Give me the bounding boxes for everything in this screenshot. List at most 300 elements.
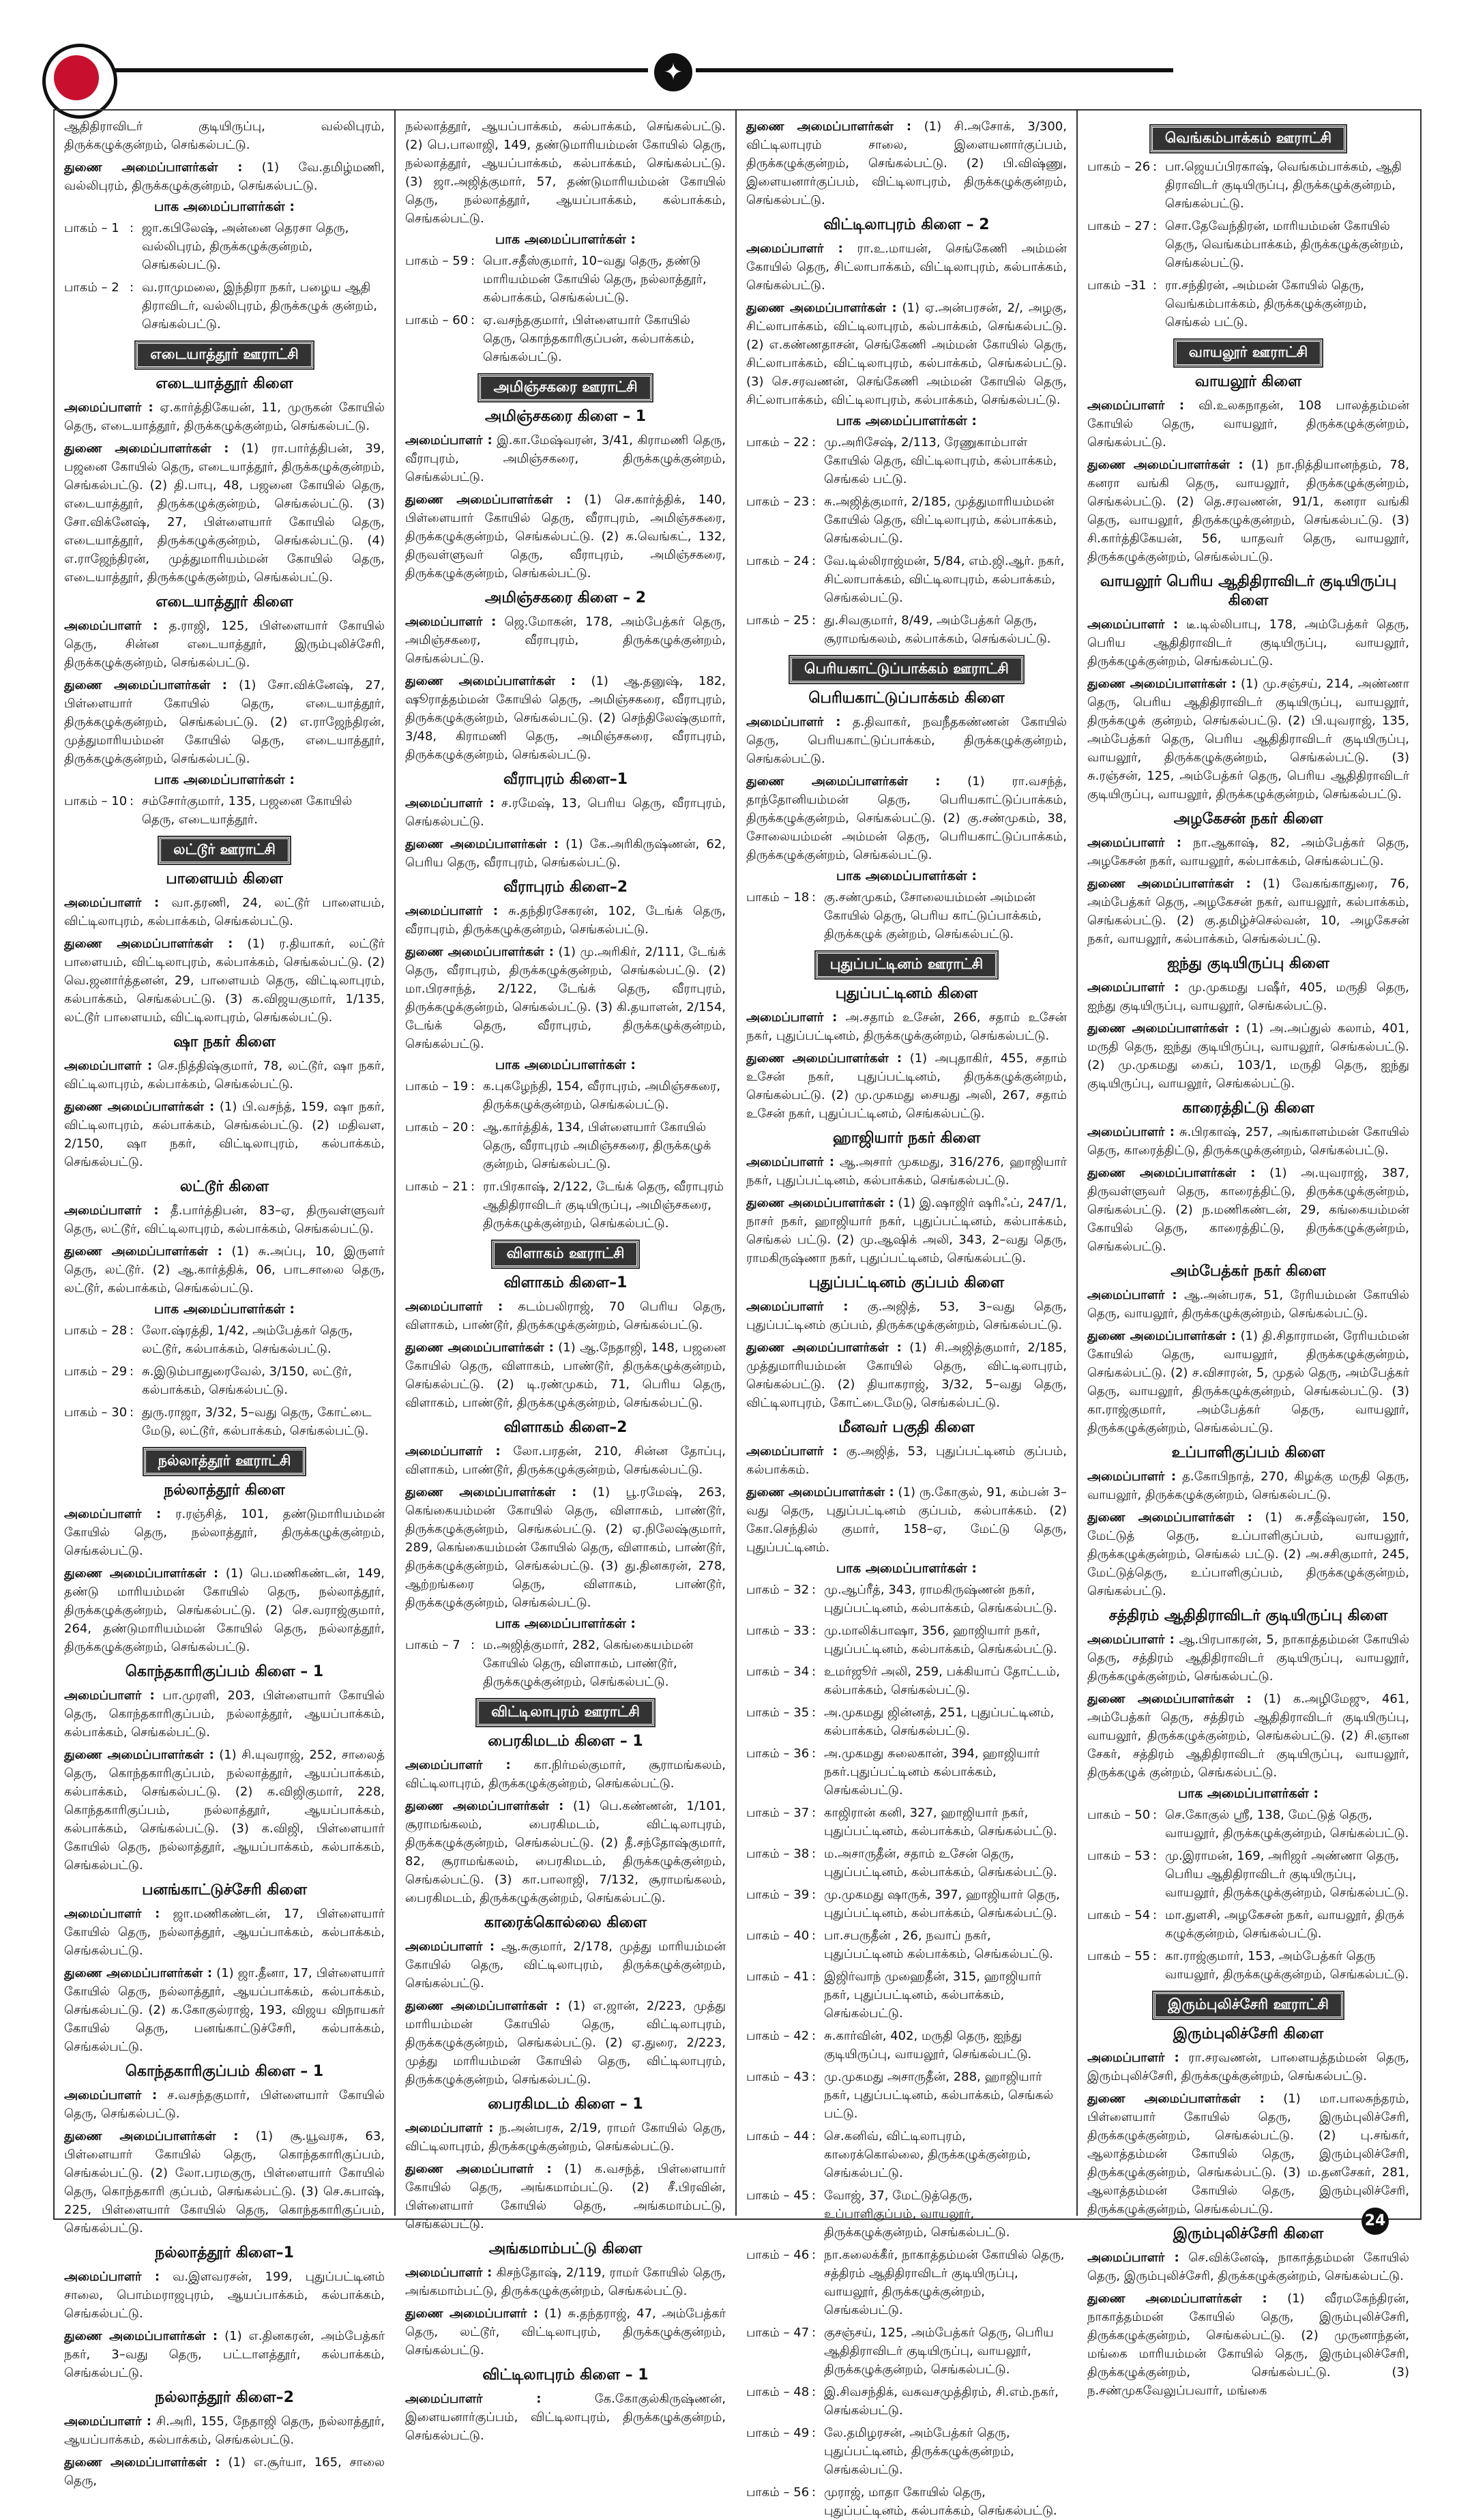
entry — [405, 2263, 726, 2300]
booth-colon: : — [812, 613, 816, 628]
entry-label: துணை அமைப்பாளர்கள் : — [405, 1485, 577, 1499]
entry-text: (1) க.அழிமேஜு, 461, அம்பேத்கர் தெரு, சத்திரம் ஆதிதிராவிடர் குடியிருப்பு, வாயலூர், திருக்கழுக்குன்றம், செங்கல்பட்டு. (2) சி.ஞான சேகர், சத்திரம் ஆதிதிராவிடர் குடியிருப்பு, வாயலூர், திருக்கழுக் குன்றம், செங்கல்பட்டு. — [1087, 1692, 1409, 1780]
booth-number: பாகம் – 2 — [64, 280, 119, 295]
branch-title: அழகேசன் நகர் கிளை — [1173, 810, 1323, 827]
entry-text: ஆதிதிராவிடர் குடியிருப்பு, வல்லிபுரம், திருக்கழுக்குன்றம், செங்கல்பட்டு. — [64, 119, 385, 152]
entry-label: அமைப்பாளர் : — [64, 1907, 160, 1921]
panchayat-header — [405, 1241, 726, 1268]
entry-text: (1) வே.தமிழ்மணி, வல்லிபுரம், திருக்கழுக்குன்றம், செங்கல்பட்டு. — [64, 160, 385, 193]
booth-row — [746, 433, 1067, 488]
booth-organizers-title: பாக அமைப்பாளர்கள் : — [836, 413, 977, 428]
entry — [1087, 1630, 1409, 1686]
booth-row — [746, 2186, 1067, 2242]
booth-text: பா.சபருதீன் , 26, நவாப் நகர், புதுப்பட்டினம் கல்பாக்கம், செங்கல்பட்டு. — [824, 1929, 1054, 1961]
panchayat-header-label: வாயலூர் ஊராட்சி — [1175, 340, 1322, 366]
booth-organizers-title: பாக அமைப்பாளர்கள் : — [836, 868, 977, 883]
booth-number: பாகம் – 38 — [746, 1847, 810, 1861]
entry — [1087, 1164, 1409, 1256]
entry-text: அ.சதாம் உசேன், 266, சதாம் உசேன் நகர், புதுப்பட்டினம், திருக்கழுக்குன்றம், செங்கல்பட்டு. — [746, 1010, 1067, 1043]
entry — [746, 1153, 1067, 1190]
booth-row — [405, 1177, 726, 1233]
entry — [405, 1797, 726, 1907]
entry-label: துணை அமைப்பாளர்கள் : — [746, 1196, 894, 1210]
entry-text: வா.தரணி, 24, லட்டூர் பாளையம், விட்டிலாபுரம், கல்பாக்கம், செங்கல்பட்டு. — [64, 896, 385, 928]
entry — [405, 835, 726, 872]
entry — [746, 117, 1067, 209]
entry-text: ஜெ.மோகன், 178, அம்பேத்கர் தெரு, அமிஞ்சகரை, வீராபுரம், திருக்கழுக்குன்றம், செங்கல்பட்டு. — [405, 615, 726, 666]
booth-number: பாகம் – 56 — [746, 2485, 810, 2500]
entry-text: ச.வசந்தகுமார், பிள்ளையார் கோயில் தெரு, செங்கல்பட்டு. — [64, 2088, 385, 2121]
booth-text: மு.ஆப்ரீத், 343, ராமகிருஷ்ணன் நகர், புதுப்பட்டினம், கல்பாக்கம், செங்கல்பட்டு. — [824, 1583, 1057, 1615]
booth-colon: : — [471, 1180, 475, 1194]
entry — [405, 1483, 726, 1612]
booth-row — [746, 2068, 1067, 2123]
logo-circle-icon — [42, 44, 117, 119]
entry-label: அமைப்பாளர் : — [405, 615, 497, 629]
branch-title: வீராபுரம் கிளை–1 — [503, 771, 628, 788]
entry-label: துணை அமைப்பாளர்கள் : — [64, 1244, 222, 1259]
panchayat-header-label: விளாகம் ஊராட்சி — [492, 1241, 639, 1268]
entry-text: த.ராஜி, 125, பிள்ளையார் கோயில் தெரு, சின்ன எடையாத்தூர், இரும்புலிச்சேரி, திருக்கழுக்குன்றம், செங்கல்பட்டு. — [64, 619, 385, 670]
booth-row — [746, 2483, 1067, 2520]
booth-row — [64, 278, 385, 334]
entry-label: துணை அமைப்பாளர்கள் : — [405, 837, 559, 851]
panchayat-header — [1087, 340, 1409, 366]
booth-organizers-title: பாக அமைப்பாளர்கள் : — [153, 199, 295, 214]
booth-colon: : — [130, 1323, 134, 1338]
booth-colon: : — [812, 2426, 816, 2440]
entry — [64, 1201, 385, 1238]
booth-colon: : — [130, 280, 134, 295]
branch-title: அங்கமாம்பட்டு கிளை — [488, 2240, 643, 2257]
booth-row — [746, 611, 1067, 648]
booth-colon: : — [812, 1665, 816, 1679]
entry-label: துணை அமைப்பாளர்கள் : — [1087, 2092, 1265, 2106]
branch-title: எடையாத்தூர் கிளை — [156, 375, 293, 392]
booth-colon: : — [1153, 1808, 1158, 1822]
entry — [64, 1564, 385, 1656]
booth-colon: : — [812, 1969, 816, 1984]
masthead — [0, 0, 1457, 102]
booth-row — [746, 1703, 1067, 1740]
entry-text: (1) பெ.கண்ணன், 1/101, சூராமங்கலம், பைரகிமடம், விட்டிலாபுரம், திருக்கழுக்குன்றம், செங்கல்பட்டு. (2) தீ.சந்தோஷ்குமார், 82, சூராமங்கலம், பைரகிமடம், திருக்கழுக்குன்றம், செங்கல்பட்டு. (3) கா.பாலாஜி, 7/132, சூராமங்கலம், பைரகிமடம், திருக்கழுக்குன்றம், செங்கல்பட்டு. — [405, 1799, 726, 1905]
booth-text: சு.அஜித்குமார், 2/185, முத்துமாரியம்மன் கோயில் தெரு, விட்டிலாபுரம், கல்பாக்கம், செங்கல்பட்டு. — [824, 495, 1057, 546]
entry — [1087, 1286, 1409, 1323]
entry-label: துணை அமைப்பாளர்கள் : — [64, 937, 233, 951]
booth-number: பாகம் – 1 — [64, 221, 119, 235]
entry-text: (1) மு.சஞ்சய், 214, அண்ணா தெரு, பெரிய ஆதிதிராவிடர் குடியிருப்பு, வாயலூர், திருக்கழுக் குன்றம், செங்கல்பட்டு. (2) பி.யுவராஜ், 135, அம்பேத்கர் தெரு, பெரிய ஆதிதிராவிடர் குடியிருப்பு, வாயலூர், திருக்கழுக்குன்றம், செங்கல்பட்டு. (3) சு.ரஞ்சன், 125, அம்பேத்கர் தெரு, பெரிய ஆதிதிராவிடர் குடியிருப்பு, வாயலூர், திருக்கழுக்குன்றம், செங்கல்பட்டு. — [1087, 677, 1409, 802]
booth-text: சம்சோர்குமார், 135, பஜனை கோயில் தெரு, எடையாத்தூர். — [142, 794, 353, 827]
booth-row — [746, 1622, 1067, 1658]
booth-colon: : — [471, 1120, 475, 1134]
entry — [405, 117, 726, 228]
booth-colon: : — [812, 1583, 816, 1597]
booth-colon: : — [812, 495, 816, 509]
entry — [746, 713, 1067, 768]
entry-text: தீ.பார்த்திபன், 83–ஏ, திருவள்ளுவர் தெரு, லட்டூர், விட்டிலாபுரம், கல்பாக்கம், செங்கல்பட்டு. — [64, 1203, 385, 1236]
booth-colon: : — [812, 890, 816, 905]
entry-text: கடம்பலிராஜ், 70 பெரிய தெரு, விளாகம், பாண்டூர், திருக்கழுக்குன்றம், செங்கல்பட்டு. — [405, 1300, 726, 1332]
entry — [64, 1905, 385, 1960]
branch-title: வாயலூர் கிளை — [1194, 373, 1302, 390]
entry — [1087, 1327, 1409, 1437]
panchayat-header — [746, 952, 1067, 978]
entry-text: (1) பி.வசந்த், 159, ஷா நகர், விட்டிலாபுரம், கல்பாக்கம், செங்கல்பட்டு. (2) மதிவள, 2/150, ஷா நகர், விட்டிலாபுரம், கல்பாக்கம், செங்கல்பட்டு. — [64, 1100, 385, 1169]
entry-label: துணை அமைப்பாளர்கள் : — [405, 674, 576, 688]
entry-label: அமைப்பாளர் : — [746, 1010, 838, 1025]
booth-organizers-title: பாக அமைப்பாளர்கள் : — [153, 1302, 295, 1317]
entry-label: துணை அமைப்பாளர்கள் : — [405, 1799, 564, 1813]
branch-title: விளாகம் கிளை–2 — [503, 1419, 628, 1436]
booth-row — [64, 219, 385, 274]
branch-title: பெரியகாட்டுப்பாக்கம் கிளை — [808, 690, 1005, 707]
entry — [405, 943, 726, 1053]
booth-text: பொ.சதீஸ்குமார், 10–வது தெரு, தண்டு மாரியம்மன் கோயில் தெரு, நல்லாத்தூர், கல்பாக்கம், செங்கல்பட்டு. — [483, 254, 707, 305]
branch-title: லட்டூர் கிளை — [179, 1178, 269, 1195]
entry — [746, 1442, 1067, 1479]
entry-text: (1) ஆ.தனுஷ், 182, ஷூராத்தம்மன் கோயில் தெரு, அமிஞ்சகரை, வீராபுரம், திருக்கழுக்குன்றம், செங்கல்பட்டு. (2) செந்திலேஷ்குமார், 3/48, கிராமணி தெரு, அமிஞ்சகரை, வீராபுரம், திருக்கழுக்குன்றம், செங்கல்பட்டு. — [405, 674, 726, 762]
entry-label: துணை அமைப்பாளர்கள் : — [64, 678, 227, 692]
entry-label: அமைப்பாளர் : — [1087, 2251, 1179, 2265]
entry-label: துணை அமைப்பாளர்கள் : — [64, 1966, 213, 1980]
entry — [1087, 1123, 1409, 1160]
entry-text: ஆ.அன்பரசு, 51, ரேரியம்மன் கோயில் தெரு, வாயலூர், திருக்கழுக்குன்றம், செங்கல்பட்டு. — [1087, 1288, 1409, 1321]
booth-row — [746, 2383, 1067, 2420]
entry-label: அமைப்பாளர் : — [405, 1300, 503, 1314]
booth-row — [746, 1886, 1067, 1922]
booth-text: லே.தமிழரசன், அம்பேத்கர் தெரு, புதுப்பட்டினம், திருக்கழுக்குன்றம், செங்கல்பட்டு. — [824, 2426, 1014, 2477]
branch-title: எடையாத்தூர் கிளை — [156, 594, 293, 611]
booth-colon: : — [471, 313, 475, 327]
entry-text: (1) ரு.கோகுல், 91, கம்பன் 3–வது தெரு, புதுப்பட்டினம் குப்பம், கல்பாக்கம். (2) கோ.செந்தில் குமார், 158–ஏ, மேட்டு தெரு, புதுப்பட்டினம். — [746, 1485, 1067, 1555]
booth-text: சொ.தேவேந்திரன், மாரியம்மன் கோயில் தெரு, வெங்கம்பாக்கம், திருக்கழுக்குன்றம், செங்கல்பட்டு. — [1165, 219, 1404, 270]
entry-label: அமைப்பாளர் : — [1087, 836, 1182, 850]
booth-number: பாகம் – 48 — [746, 2385, 810, 2399]
entry-label: துணை அமைப்பாளர்கள் : — [746, 774, 941, 789]
entry — [1087, 2049, 1409, 2085]
booth-number: பாகம் – 42 — [746, 2029, 810, 2043]
entry-text: டீ.டில்லிபாபு, 178, அம்பேத்கர் தெரு, பெரிய ஆதிதிராவிடர் குடியிருப்பு, வாயலூர், திருக்கழுக்குன்றம், செங்கல்பட்டு. — [1087, 617, 1410, 669]
entry-text: (1) ரா.வசந்த், தாந்தோனியம்மன் தெரு, பெரியகாட்டுப்பாக்கம், திருக்கழுக்குன்றம், செங்கல்பட்டு. (2) கு.சண்முகம், 38, சோலையம்மன் அம்மன் தெரு, பெரியகாட்டுப்பாக்கம், திருக்கழுக்குன்றம், செங்கல்பட்டு. — [746, 774, 1067, 862]
branch-title: விட்டிலாபுரம் கிளை – 1 — [482, 2367, 649, 2384]
booth-text: மு.அரிசேஷ், 2/113, ரேணுகாம்பாள் கோயில் தெரு, விட்டிலாபுரம், கல்பாக்கம், செங்கல் பட்டு. — [824, 435, 1057, 486]
booth-number: பாகம் – 41 — [746, 1969, 810, 1984]
column-3 — [737, 111, 1078, 2518]
booth-number: பாகம் – 47 — [746, 2326, 810, 2340]
booth-number: பாகம் – 33 — [746, 1624, 810, 1638]
booth-text: ரா.சந்திரன், அம்மன் கோயில் தெரு, வெங்கம்பாக்கம், திருக்கழுக்குன்றம், செங்கல் பட்டு. — [1165, 278, 1367, 329]
entry — [405, 613, 726, 668]
entry-text: (1) சு.தந்தராஜ், 47, அம்பேத்கர் தெரு, லட்டூர், விட்டிலாபுரம், திருக்கழுக்குன்றம், செங்கல்பட்டு. — [405, 2306, 726, 2358]
entry-label: துணை அமைப்பாளர்கள் : — [405, 493, 572, 507]
booth-text: முராஜ், மாதா கோயில் தெரு, புதுப்பட்டினம், கல்பாக்கம், செங்கல்பட்டு. — [824, 2485, 1057, 2518]
entry — [1087, 456, 1409, 566]
booth-colon: : — [812, 1806, 816, 1820]
booth-colon: : — [130, 221, 134, 235]
entry-text: ச.ரமேஷ், 13, பெரிய தெரு, வீராபுரம், செங்கல்பட்டு. — [405, 796, 726, 829]
entry-text: செ.விக்னேஷ், நாகாத்தம்மன் கோயில் தெரு, இரும்புலிச்சேரி, திருக்கழுக்குன்றம், செங்கல்பட்டு. — [1087, 2251, 1409, 2283]
entry — [746, 1298, 1067, 1334]
entry-text: (1) சு.சதீஷ்வரன், 150, மேட்டுத் தெரு, உப்பாளிகுப்பம், வாயலூர், திருக்கழுக்குன்றம், செங்கல் பட்டு. (2) அ.சசிகுமார், 245, மேட்டுத்தெரு, உப்பாளிகுப்பம், திருக்கழுக்குன்றம், செங்கல்பட்டு. — [1087, 1510, 1409, 1598]
entry-text: சு.தந்திரசேகரன், 102, டேங்க் தெரு, வீராபுரம், திருக்கழுக்குன்றம், செங்கல்பட்டு. — [405, 904, 726, 937]
booth-colon: : — [812, 2326, 816, 2340]
entry — [64, 1505, 385, 1560]
booth-number: பாகம் – 32 — [746, 1583, 810, 1597]
branch-title: கொந்தகாரிகுப்பம் கிளை – 1 — [125, 2063, 324, 2080]
entry — [64, 117, 385, 154]
entry-label: அமைப்பாளர் : — [1087, 1469, 1177, 1484]
entry-label: அமைப்பாளர் : — [64, 1203, 159, 1218]
entry — [64, 2412, 385, 2449]
entry — [1087, 978, 1409, 1015]
entry-text: (1) ஜா.தீனா, 17, பிள்ளையார் கோயில் தெரு, நல்லாத்தூர், ஆயப்பாக்கம், கல்பாக்கம், செங்கல்பட்டு. (2) க.கோகுல்ராஜ், 193, விஜய விநாயகர் கோயில் தெரு, பனங்காட்டுச்சேரி, கல்பாக்கம், செங்கல்பட்டு. — [64, 1966, 385, 2054]
panchayat-header-label: வெங்கம்பாக்கம் ஊராட்சி — [1151, 126, 1346, 152]
booth-organizers-title: பாக அமைப்பாளர்கள் : — [495, 1057, 636, 1072]
entry-text: (1) சு.அப்பு, 10, இருளர் தெரு, லட்டூர். (2) ஆ.கார்த்திக், 06, பாடசாலை தெரு, லட்டூர், கல்பாக்கம், செங்கல்பட்டு. — [64, 1244, 385, 1295]
panchayat-header — [405, 375, 726, 401]
entry — [405, 1338, 726, 1412]
booth-text: துரு.ராஜா, 3/32, 5–வது தெரு, கோட்டை மேடு, லட்டூர், கல்பாக்கம், செங்கல்பட்டு. — [142, 1405, 372, 1438]
branch-title: அம்பேத்கர் நகர் கிளை — [1171, 1263, 1326, 1280]
panchayat-header-label: நல்லாத்தூர் ஊராட்சி — [144, 1448, 306, 1475]
entry-label: அமைப்பாளர் : — [746, 1155, 835, 1169]
booth-row — [746, 552, 1067, 607]
entry-label: அமைப்பாளர் : — [405, 1939, 495, 1954]
branch-title: நல்லாத்தூர் கிளை–1 — [155, 2244, 294, 2261]
booth-row — [746, 2424, 1067, 2479]
entry — [1087, 1467, 1409, 1504]
booth-colon: : — [812, 2248, 816, 2262]
booth-text: ம.அசாருதீன், சதாம் உசேன் தெரு, புதுப்பட்டினம், கல்பாக்கம், செங்கல்பட்டு. — [824, 1847, 1057, 1879]
entry-text: (1) சூ.யூவரசு, 63, பிள்ளையார் கோயில் தெரு, கொந்தகாரிகுப்பம், செங்கல்பட்டு. (2) லோ.பரமகுரு, பிள்ளையார் கோயில் தெரு, கொந்தகாரி குப்பம், செங்கல்பட்டு. (3) செ.சுபாஷ், 225, பிள்ளையார் கோயில் தெரு, கொந்தகாரிகுப்பம், செங்கல்பட்டு. — [64, 2129, 385, 2236]
booth-text: இ.சிவசந்திக், வசுவசமுத்திரம், சி.எம்.நகர், செங்கல்பட்டு. — [824, 2385, 1059, 2418]
panchayat-header — [1087, 1992, 1409, 2019]
booth-colon: : — [1153, 278, 1158, 293]
booth-row — [746, 2246, 1067, 2319]
entry-label: அமைப்பாளர் : — [746, 715, 841, 729]
booth-colon: : — [812, 1624, 816, 1638]
booth-number: பாகம் – 22 — [746, 435, 810, 450]
booth-colon: : — [130, 1405, 134, 1420]
entry-text: (1) நா.நித்தியானந்தம், 78, கனரா வங்கி தெரு, வாயலூர், திருக்கழுக்குன்றம், செங்கல்பட்டு. (2) தெ.சரவணன், 91/1, கனரா வங்கி தெரு, வாயலூர், திருக்கழுக்குன்றம், செங்கல்பட்டு. (3) சி.கார்த்திகேயன், 56, யாதவர் தெரு, வாயலூர், திருக்கழுக்குன்றம், செங்கல்பட்டு. — [1087, 458, 1409, 564]
entry-label: துணை அமைப்பாளர் : — [405, 2306, 539, 2321]
entry — [1087, 396, 1409, 452]
branch-title: பனங்காட்டுச்சேரி கிளை — [142, 1881, 307, 1899]
booth-row — [746, 2127, 1067, 2182]
entry — [405, 2119, 726, 2156]
entry-label: துணை அமைப்பாளர்கள் : — [1087, 1692, 1252, 1706]
entry-text: (1) அபுதாகிர், 455, சதாம் உசேன் நகர், புதுப்பட்டினம், திருக்கழுக்குன்றம், செங்கல்பட்டு. (2) மு.முகமது சையது அலி, 267, சதாம் உசேன் நகர், புதுப்பட்டினம், செங்கல்பட்டு. — [746, 1051, 1067, 1121]
booth-text: மு.மாலிக்பாஷா, 356, ஹாஜியார் நகர், புதுப்பட்டினம், கல்பாக்கம், செங்கல்பட்டு. — [824, 1624, 1057, 1656]
branch-title: நல்லாத்தூர் கிளை–2 — [155, 2389, 294, 2406]
entry-label: அமைப்பாளர் : — [1087, 2051, 1179, 2065]
branch-title: பைரகிமடம் கிளை – 1 — [488, 1733, 643, 1750]
booth-text: காஜிரான் கனி, 327, ஹாஜியார் நகர், புதுப்பட்டினம், கல்பாக்கம், செங்கல்பட்டு. — [824, 1806, 1057, 1838]
entry-label: துணை அமைப்பாளர்கள் : — [1087, 1166, 1256, 1180]
panchayat-header — [64, 1448, 385, 1475]
entry-label: துணை அமைப்பாளர்கள் : — [1087, 677, 1237, 691]
entry-text: நல்லாத்தூர், ஆயப்பாக்கம், கல்பாக்கம், செங்கல்பட்டு. (2) பெ.பாலாஜி, 149, தண்டுமாரியம்மன் கோயில் தெரு, நல்லாத்தூர், ஆயப்பாக்கம், கல்பாக்கம், செங்கல்பட்டு. (3) ஜா.அஜித்குமார், 57, தண்டுமாரியம்மன் கோயில் தெரு, நல்லாத்தூர், ஆயப்பாக்கம், கல்பாக்கம், செங்கல்பட்டு. — [405, 119, 726, 226]
entry-text: (1) சோ.விக்னேஷ், 27, பிள்ளையார் கோயில் தெரு, எடையாத்தூர், திருக்கழுக்குன்றம், செங்கல்பட்டு. (2) எ.ராஜேந்திரன், முத்துமாரியம்மன் கோயில் தெரு, எடையாத்தூர், திருக்கழுக்குன்றம், செங்கல்பட்டு. — [64, 678, 385, 766]
entry-text: (1) எ.தினகரன், அம்பேத்கர் நகர், 3–வது தெரு, பட்டாளத்தூர், கல்பாக்கம், செங்கல்பட்டு. — [64, 2329, 385, 2380]
entry-label: அமைப்பாளர் : — [746, 1444, 838, 1459]
panchayat-header-label: புதுப்பட்டினம் ஊராட்சி — [816, 952, 998, 978]
entry-label: அமைப்பாளர் : — [405, 904, 499, 918]
masthead-rule-right — [696, 68, 1173, 72]
entry — [64, 158, 385, 195]
entry-text: (1) எ.சூர்யா, 165, சாலை தெரு, — [64, 2455, 385, 2488]
entry-text: (1) அ.அப்துல் கலாம், 401, மருதி தெரு, ஐந்து குடியிருப்பு, வாயலூர், செங்கல்பட்டு. (2) மு.முகமது கைப், 103/1, மருதி தெரு, ஐந்து குடியிருப்பு, வாயலூர், செங்கல்பட்டு. — [1087, 1021, 1409, 1091]
entry — [64, 676, 385, 768]
booth-number: பாகம் – 55 — [1087, 1949, 1151, 1963]
entry — [64, 1964, 385, 2056]
branch-title: உப்பாளிகுப்பம் கிளை — [1171, 1444, 1325, 1461]
entry-label: துணை அமைப்பாளர்கள் : — [746, 1485, 894, 1499]
booth-colon: : — [1153, 1908, 1158, 1922]
entry — [64, 2453, 385, 2490]
entry — [1087, 675, 1409, 804]
booth-row — [1087, 1947, 1409, 1984]
entry — [405, 672, 726, 764]
entry-label: அமைப்பாளர் : — [1087, 980, 1179, 995]
entry-text: வ.இளவரசன், 199, புதுப்பட்டினம் சாலை, பொம்மராஜபுரம், ஆயப்பாக்கம், கல்பாக்கம், செங்கல்பட்டு. — [64, 2270, 385, 2321]
booth-row — [746, 493, 1067, 548]
entry — [746, 1338, 1067, 1412]
entry-text: த.திவாகர், நவநீதகண்ணன் கோயில் தெரு, பெரியகாட்டுப்பாக்கம், திருக்கழுக்குன்றம், செங்கல்பட்டு. — [746, 715, 1067, 766]
entry-label: துணை அமைப்பாளர்கள் : — [1087, 1510, 1252, 1525]
entry-label: அமைப்பாளர் : — [405, 796, 495, 810]
booth-text: செ.கனிவ், விட்டிலாபுரம், காரைக்கொல்லை, திருக்கழுக்குன்றம், செங்கல்பட்டு. — [824, 2129, 1031, 2180]
booth-text: மு.இராமன், 169, அரிஜர் அண்ணா தெரு, பெரிய ஆதிதிராவிடர் குடியிருப்பு, வாயலூர், திருக்கழுக்குன்றம், செங்கல்பட்டு. — [1165, 1849, 1409, 1900]
entry — [405, 1756, 726, 1793]
booth-number: பாகம் – 60 — [405, 313, 469, 327]
booth-colon: : — [812, 1847, 816, 1861]
entry-label: துணை அமைப்பாளர்கள் : — [64, 2455, 220, 2470]
booth-text: செ.கோகுல் ஸ்ரீ, 138, மேட்டுத் தெரு, வாயலூர், திருக்கழுக்குன்றம், செங்கல்பட்டு. — [1165, 1808, 1409, 1841]
entry-text: (1) அ.யுவராஜ், 387, திருவள்ளுவர் தெரு, காரைத்திட்டு, திருக்கழுக்குன்றம், செங்கல்பட்டு. (2) ந.மணிகண்டன், 29, கங்கையம்மன் கோயில் தெரு, காரைத்திட்டு, திருக்கழுக்குன்றம், செங்கல்பட்டு. — [1087, 1166, 1409, 1254]
booth-colon: : — [812, 435, 816, 450]
entry-label: துணை அமைப்பாளர்கள் : — [64, 1566, 219, 1581]
booth-organizers-title: பாக அமைப்பாளர்கள் : — [1177, 1786, 1319, 1801]
booth-colon: : — [812, 2485, 816, 2500]
booth-number: பாகம் – 39 — [746, 1888, 810, 1902]
columns-container — [55, 111, 1419, 2518]
entry-label: அமைப்பாளர் : — [64, 1688, 155, 1703]
booth-text: ஜா.கபிலேஷ், அன்னை தெரசா தெரு, வல்லிபுரம், திருக்கழுக்குன்றம், செங்கல்பட்டு. — [142, 221, 349, 272]
entry — [405, 1442, 726, 1479]
booth-organizers-title: பாக அமைப்பாளர்கள் : — [836, 1561, 977, 1576]
booth-row — [405, 1636, 726, 1691]
booth-number: பாகம் – 21 — [405, 1180, 469, 1194]
branch-title: வாயலூர் பெரிய ஆதிதிராவிடர் குடியிருப்பு கிளை — [1100, 573, 1397, 609]
entry-text: (1) மு.அரிகிர், 2/111, டேங்க் தெரு, வீராபுரம், திருக்கழுக்குன்றம், செங்கல்பட்டு. (2) மா.பிரசாந்த், 2/122, டேங்க் தெரு, வீராபுரம், திருக்கழுக்குன்றம், செங்கல்பட்டு. (3) கி.தயாளன், 2/154, டேங்க் தெரு, வீராபுரம், திருக்கழுக்குன்றம், செங்கல்பட்டு. — [405, 945, 726, 1051]
entry-text: (1) எ.ஜான், 2/223, முத்து மாரியம்மன் கோயில் தெரு, விட்டிலாபுரம், திருக்கழுக்குன்றம், செங்கல்பட்டு. (2) ஏ.துரை, 2/223, முத்து மாரியம்மன் கோயில் தெரு, விட்டிலாபுரம், திருக்கழுக்குன்றம், செங்கல்பட்டு. — [405, 1999, 726, 2087]
entry-label: அமைப்பாளர் : — [405, 1758, 511, 1772]
entry-label: துணை அமைப்பாளர் : — [405, 2162, 552, 2176]
booth-row — [1087, 217, 1409, 272]
panchayat-header-label: விட்டிலாபுரம் ஊராட்சி — [477, 1699, 654, 1726]
entry-text: (1) ரா.பார்த்திபன், 39, பஜனை கோயில் தெரு, எடையாத்தூர், திருக்கழுக்குன்றம், செங்கல்பட்டு. (2) தி.பாபு, 48, பஜனை கோயில் தெரு, எடையாத்தூர், திருக்கழுக்குன்றம், செங்கல்பட்டு. (3) சோ.விக்னேஷ், 27, பிள்ளையார் கோயில் தெரு, எடையாத்தூர், திருக்கழுக்குன்றம், செங்கல்பட்டு. (4) எ.ராஜேந்திரன், முத்துமாரியம்மன் கோயில் தெரு, எடையாத்தூர், திருக்கழுக்குன்றம், செங்கல்பட்டு. — [64, 441, 385, 585]
entry-text: (1) ர.தியாகர், லட்டூர் பாளையம், விட்டிலாபுரம், கல்பாக்கம், செங்கல்பட்டு. (2) வெ.ஜனார்த்தனன், 29, பாளையம் தெரு, விட்டிலாபுரம், கல்பாக்கம், செங்கல்பட்டு. (3) க.விஜயகுமார், 1/135, லட்டூர் பாளையம், விட்டிலாபுரம், செங்கல்பட்டு. — [64, 937, 385, 1025]
entry-label: அமைப்பாளர் : — [1087, 398, 1185, 413]
entry — [1087, 615, 1409, 671]
booth-number: பாகம் – 35 — [746, 1705, 810, 1720]
entry — [405, 2304, 726, 2360]
booth-text: உமர்ஜூர் அலி, 259, பக்கியாப் தோட்டம், கல்பாக்கம், செங்கல்பட்டு. — [824, 1665, 1060, 1697]
booth-text: கு.சண்முகம், சோலையம்மன் அம்மன் கோயில் தெரு, பெரிய காட்டுப்பாக்கம், திருக்கழுக் குன்றம், செங்கல்பட்டு. — [824, 890, 1042, 941]
booth-text: அ.முகமது ஜின்னத், 251, புதுப்பட்டினம், கல்பாக்கம், செங்கல்பட்டு. — [824, 1705, 1055, 1738]
entry — [746, 1049, 1067, 1123]
booth-text: வ.ராமுமலை, இந்திரா நகர், பழைய ஆதி திராவிடர், வல்லிபுரம், திருக்கழுக் குன்றம், செங்கல்பட்டு. — [142, 280, 377, 332]
entry-label: அமைப்பாளர் : — [405, 2266, 492, 2280]
booth-row — [746, 2027, 1067, 2064]
entry — [405, 902, 726, 939]
booth-text: சு.கார்வின், 402, மருதி தெரு, ஐந்து குடியிருப்பு, வாயலூர், செங்கல்பட்டு. — [824, 2029, 1032, 2062]
panchayat-header-label: அமிஞ்சகரை ஊராட்சி — [479, 375, 651, 401]
masthead-rule-left — [102, 68, 648, 72]
entry-text: (1) மா.பாலசுந்தரம், பிள்ளையார் கோயில் தெரு, இரும்புலிச்சேரி, திருக்கழுக்குன்றம், செங்கல்பட்டு. (2) பு.சங்கர், ஆலாத்தம்மன் கோயில் தெரு, இரும்புலிச்சேரி, திருக்கழுக்குன்றம், செங்கல்பட்டு. (3) ம.தனசேகர், 281, ஆலாத்தம்மன் கோயில் தெரு, இரும்புலிச்சேரி, திருக்கழுக்குன்றம், செங்கல்பட்டு. — [1087, 2092, 1409, 2216]
entry-label: துணை அமைப்பாளர்கள் : — [1087, 1021, 1240, 1036]
booth-row — [405, 1077, 726, 1114]
entry — [746, 772, 1067, 864]
entry — [405, 1298, 726, 1334]
booth-number: பாகம் – 10 — [64, 794, 128, 808]
booth-text: மு.முகமது ஷாருக், 397, ஹாஜியார் தெரு, புதுப்பட்டினம், கல்பாக்கம், செங்கல்பட்டு. — [824, 1888, 1060, 1920]
entry-text: (1) இ.ஷாஜிர் ஷரிஃப், 247/1, நாசர் நகர், ஹாஜியார் நகர், புதுப்பட்டினம், கல்பாக்கம், செங்கல் பட்டு. (2) மு.ஆஷிக் அலி, 343, 2–வது தெரு, ராமகிருஷ்ணா நகர், புதுப்பட்டினம், செங்கல்பட்டு. — [746, 1196, 1067, 1265]
booth-number: பாகம் – 26 — [1087, 160, 1151, 174]
entry — [405, 1997, 726, 2089]
panchayat-header-label: இரும்புலிச்சேரி ஊராட்சி — [1153, 1992, 1343, 2019]
entry — [1087, 875, 1409, 948]
panchayat-header — [64, 342, 385, 368]
booth-row — [405, 311, 726, 366]
booth-text: ம.அஜித்குமார், 282, கெங்கையம்மன் கோயில் தெரு, விளாகம், பாண்டூர், திருக்கழுக்குன்றம், செங்கல்பட்டு. — [483, 1638, 694, 1689]
entry-text: ந.அன்பரசு, 2/19, ராமர் கோயில் தெரு, விட்டிலாபுரம், திருக்கழுக்குன்றம், செங்கல்பட்டு. — [405, 2121, 726, 2154]
entry — [405, 794, 726, 831]
booth-row — [1087, 1906, 1409, 1943]
entry — [746, 1008, 1067, 1045]
branch-title: ஷா நகர் கிளை — [173, 1034, 276, 1051]
entry-text: (1) தி.சிதாராமன், ரேரியம்மன் கோயில் தெரு, வாயலூர், திருக்கழுக்குன்றம், செங்கல்பட்டு. (2) ச.விசாரன், 5, முதல் தெரு, அம்பேத்கர் தெரு, வாயலூர், திருக்கழுக்குன்றம், செங்கல்பட்டு. (3) கா.ராஜ்குமார், அம்பேத்கர் தெரு, வாயலூர், திருக்கழுக்குன்றம், செங்கல்பட்டு. — [1087, 1329, 1409, 1435]
entry-label: துணை அமைப்பாளர்கள் : — [1087, 877, 1251, 891]
booth-colon: : — [1153, 160, 1158, 174]
booth-text: ஏ.வசந்தகுமார், பிள்ளையார் கோயில் தெரு, கொந்தகாரிகுப்பன், கல்பாக்கம், செங்கல்பட்டு. — [483, 313, 694, 364]
booth-number: பாகம் – 59 — [405, 254, 469, 268]
entry — [64, 2327, 385, 2382]
branch-title: அமிஞ்சகரை கிளை – 1 — [484, 408, 647, 425]
entry-label: அமைப்பாளர் : — [64, 2088, 158, 2103]
entry — [1087, 834, 1409, 870]
booth-number: பாகம் – 24 — [746, 554, 810, 568]
branch-title: இரும்புலிச்சேரி கிளை — [1173, 2225, 1324, 2242]
booth-colon: : — [1153, 1849, 1158, 1863]
entry-label: அமைப்பாளர் : — [64, 400, 153, 415]
entry-text: கு.அஜித், 53, புதுப்பட்டினம் குப்பம், கல்பாக்கம். — [746, 1444, 1067, 1477]
booth-number: பாகம் – 19 — [405, 1079, 469, 1094]
entry-text: (1) ஏ.அன்பரசன், 2/, அழகு, சிட்லாபாக்கம், விட்டிலாபுரம், கல்பாக்கம், செங்கல்பட்டு. (2) எ.கண்ணதாசன், செங்கேணி அம்மன் கோயில் தெரு, சிட்லாபாக்கம், விட்டிலாபுரம், கல்பாக்கம், செங்கல்பட்டு. (3) செ.சரவணன், செங்கேணி அம்மன் கோயில் தெரு, சிட்லாபாக்கம், விட்டிலாபுரம், கல்பாக்கம், செங்கல்பட்டு. — [746, 301, 1067, 407]
booth-row — [405, 1118, 726, 1173]
entry-text: (1) சி.யுவராஜ், 252, சாலைத் தெரு, கொந்தகாரிகுப்பம், நல்லாத்தூர், ஆயப்பாக்கம், கல்பாக்கம், செங்கல்பட்டு. (2) க.விஜிகுமார், 228, கொந்தகாரிகுப்பம், நல்லாத்தூர், ஆயப்பாக்கம், கல்பாக்கம், செங்கல்பட்டு. (3) க.விஜி, பிள்ளையார் கோயில் தெரு, நல்லாத்தூர், ஆயப்பாக்கம், கல்பாக்கம், செங்கல்பட்டு. — [64, 1748, 385, 1873]
entry — [64, 1098, 385, 1171]
entry-label: துணை அமைப்பாளர்கள் : — [746, 119, 912, 134]
entry — [405, 431, 726, 486]
booth-number: பாகம் – 29 — [64, 1364, 128, 1379]
booth-row — [1087, 158, 1409, 213]
entry-text: ஆ.சுகுமார், 2/178, முத்து மாரியம்மன் கோயில் தெரு, விட்டிலாபுரம், திருக்கழுக்குன்றம், செங்கல்பட்டு. — [405, 1939, 726, 1991]
entry-label: அமைப்பாளர் : — [746, 1300, 849, 1314]
booth-number: பாகம் – 30 — [64, 1405, 128, 1420]
entry-text: கா.நிர்மல்குமார், சூராமங்கலம், விட்டிலாபுரம், திருக்கழுக்குன்றம், செங்கல்பட்டு. — [405, 1758, 726, 1791]
